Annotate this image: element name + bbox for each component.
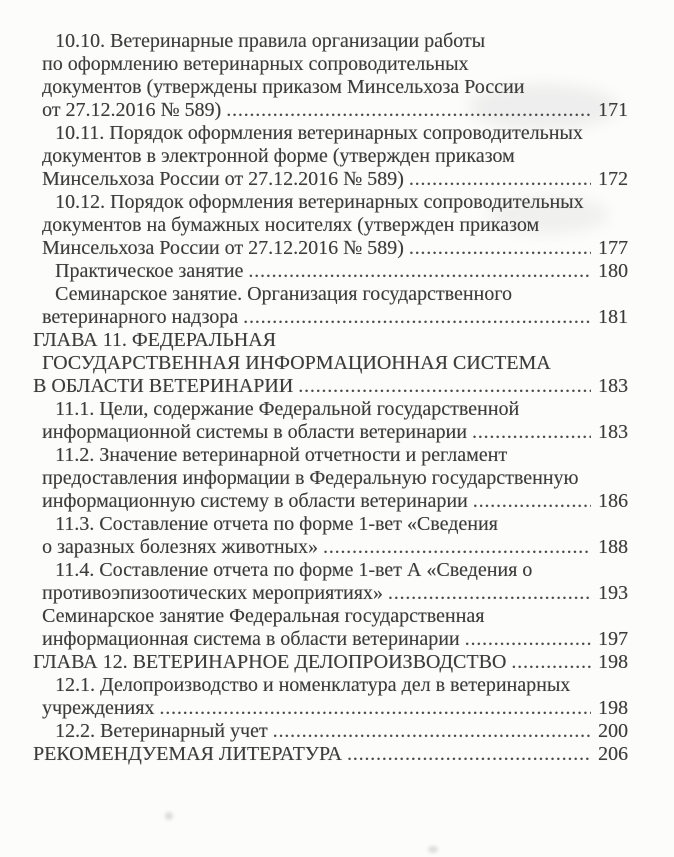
toc-line-text: о заразных болезнях животных» <box>42 536 318 558</box>
toc-line-text: ГЛАВА 12. ВЕТЕРИНАРНОЕ ДЕЛОПРОИЗВОДСТВО <box>33 651 507 673</box>
page-number: 177 <box>598 237 628 259</box>
page-number: 188 <box>598 536 628 558</box>
toc-line <box>33 306 628 329</box>
toc-line <box>33 191 628 214</box>
dot-leader <box>409 237 591 260</box>
toc-line <box>33 283 628 306</box>
toc-line-text: 11.1. Цели, содержание Федеральной государственной <box>55 398 520 420</box>
toc-line <box>33 168 628 191</box>
toc-line-text: 12.2. Ветеринарный учет <box>55 720 268 742</box>
dot-leader <box>298 375 591 398</box>
page-number: 198 <box>598 651 628 673</box>
toc-line <box>33 559 628 582</box>
toc-line-text: по оформлению ветеринарных сопроводительных <box>42 53 469 75</box>
toc-line-text: Практическое занятие <box>55 260 244 282</box>
toc-line <box>33 605 628 628</box>
dot-leader <box>511 651 591 674</box>
scan-speck <box>428 846 438 853</box>
toc-line <box>33 53 628 76</box>
toc-line <box>33 237 628 260</box>
toc-line <box>33 375 628 398</box>
toc-line-text: В ОБЛАСТИ ВЕТЕРИНАРИИ <box>33 375 294 397</box>
dot-leader <box>323 536 591 559</box>
page-number: 183 <box>598 375 628 397</box>
page-number: 171 <box>598 99 628 121</box>
toc-line-text: документов в электронной форме (утвержден приказом <box>42 145 515 167</box>
dot-leader <box>159 697 591 720</box>
page-number: 193 <box>598 582 628 604</box>
scan-speck <box>165 812 173 820</box>
toc-line-text: ГЛАВА 11. ФЕДЕРАЛЬНАЯ <box>33 329 277 351</box>
dot-leader <box>226 99 591 122</box>
toc-line-text: 10.10. Ветеринарные правила организации работы <box>55 30 486 52</box>
toc-line <box>33 260 628 283</box>
page-number: 198 <box>598 697 628 719</box>
dot-leader <box>243 306 591 329</box>
toc-line-text: Минсельхоза России от 27.12.2016 № 589) <box>42 168 404 190</box>
toc-line <box>33 444 628 467</box>
toc-line <box>33 30 628 53</box>
toc-line-text: информационная система в области ветеринарии <box>42 628 460 650</box>
toc-line-text: ветеринарного надзора <box>42 306 239 328</box>
toc-line <box>33 651 628 674</box>
toc-line <box>33 398 628 421</box>
toc-line-text: 10.11. Порядок оформления ветеринарных сопроводительных <box>55 122 583 144</box>
toc-line <box>33 674 628 697</box>
page-number: 200 <box>598 720 628 742</box>
dot-leader <box>347 743 591 766</box>
toc-line <box>33 99 628 122</box>
page-number: 180 <box>598 260 628 282</box>
toc-line <box>33 122 628 145</box>
page-number: 172 <box>598 168 628 190</box>
toc-line-text: противоэпизоотических мероприятиях» <box>42 582 383 604</box>
toc-line-text: Минсельхоза России от 27.12.2016 № 589) <box>42 237 404 259</box>
dot-leader <box>472 421 591 444</box>
toc-line-text: 11.2. Значение ветеринарной отчетности и регламент <box>55 444 508 466</box>
page-number: 183 <box>598 421 628 443</box>
toc-line-text: информационную систему в области ветеринарии <box>42 490 468 512</box>
toc-line <box>33 743 628 766</box>
toc-list <box>33 30 628 766</box>
toc-line <box>33 490 628 513</box>
toc-line <box>33 720 628 743</box>
toc-line <box>33 329 628 352</box>
dot-leader <box>409 168 591 191</box>
page-number: 206 <box>598 743 628 765</box>
toc-line <box>33 582 628 605</box>
toc-line <box>33 352 628 375</box>
toc-line-text: РЕКОМЕНДУЕМАЯ ЛИТЕРАТУРА <box>33 743 342 765</box>
dot-leader <box>248 260 591 283</box>
page-number: 186 <box>598 490 628 512</box>
dot-leader <box>388 582 591 605</box>
dot-leader <box>465 628 591 651</box>
toc-line-text: Семинарское занятие Федеральная государственная <box>42 605 485 627</box>
toc-line-text: учреждениях <box>42 697 155 719</box>
toc-line <box>33 467 628 490</box>
page-number: 197 <box>598 628 628 650</box>
toc-line <box>33 536 628 559</box>
toc-line <box>33 214 628 237</box>
toc-line-text: 11.4. Составление отчета по форме 1-вет А «Сведения о <box>55 559 533 581</box>
toc-line-text: ГОСУДАРСТВЕННАЯ ИНФОРМАЦИОННАЯ СИСТЕМА <box>42 352 551 374</box>
toc-line <box>33 145 628 168</box>
toc-line-text: Семинарское занятие. Организация государственного <box>55 283 512 305</box>
toc-line-text: от 27.12.2016 № 589) <box>42 99 222 121</box>
toc-line-text: документов на бумажных носителях (утвержден приказом <box>42 214 540 236</box>
page-number: 181 <box>598 306 628 328</box>
dot-leader <box>473 490 591 513</box>
toc-line <box>33 76 628 99</box>
toc-line-text: 10.12. Порядок оформления ветеринарных сопроводительных <box>55 191 584 213</box>
dot-leader <box>273 720 591 743</box>
toc-line-text: 11.3. Составление отчета по форме 1-вет «Сведения <box>55 513 498 535</box>
toc-line <box>33 697 628 720</box>
toc-line-text: информационной системы в области ветеринарии <box>42 421 467 443</box>
toc-line-text: документов (утверждены приказом Минсельхоза России <box>42 76 525 98</box>
toc-line <box>33 513 628 536</box>
toc-line-text: 12.1. Делопроизводство и номенклатура дел в ветеринарных <box>55 674 571 696</box>
toc-line <box>33 421 628 444</box>
toc-line <box>33 628 628 651</box>
toc-line-text: предоставления информации в Федеральную государственную <box>42 467 579 489</box>
